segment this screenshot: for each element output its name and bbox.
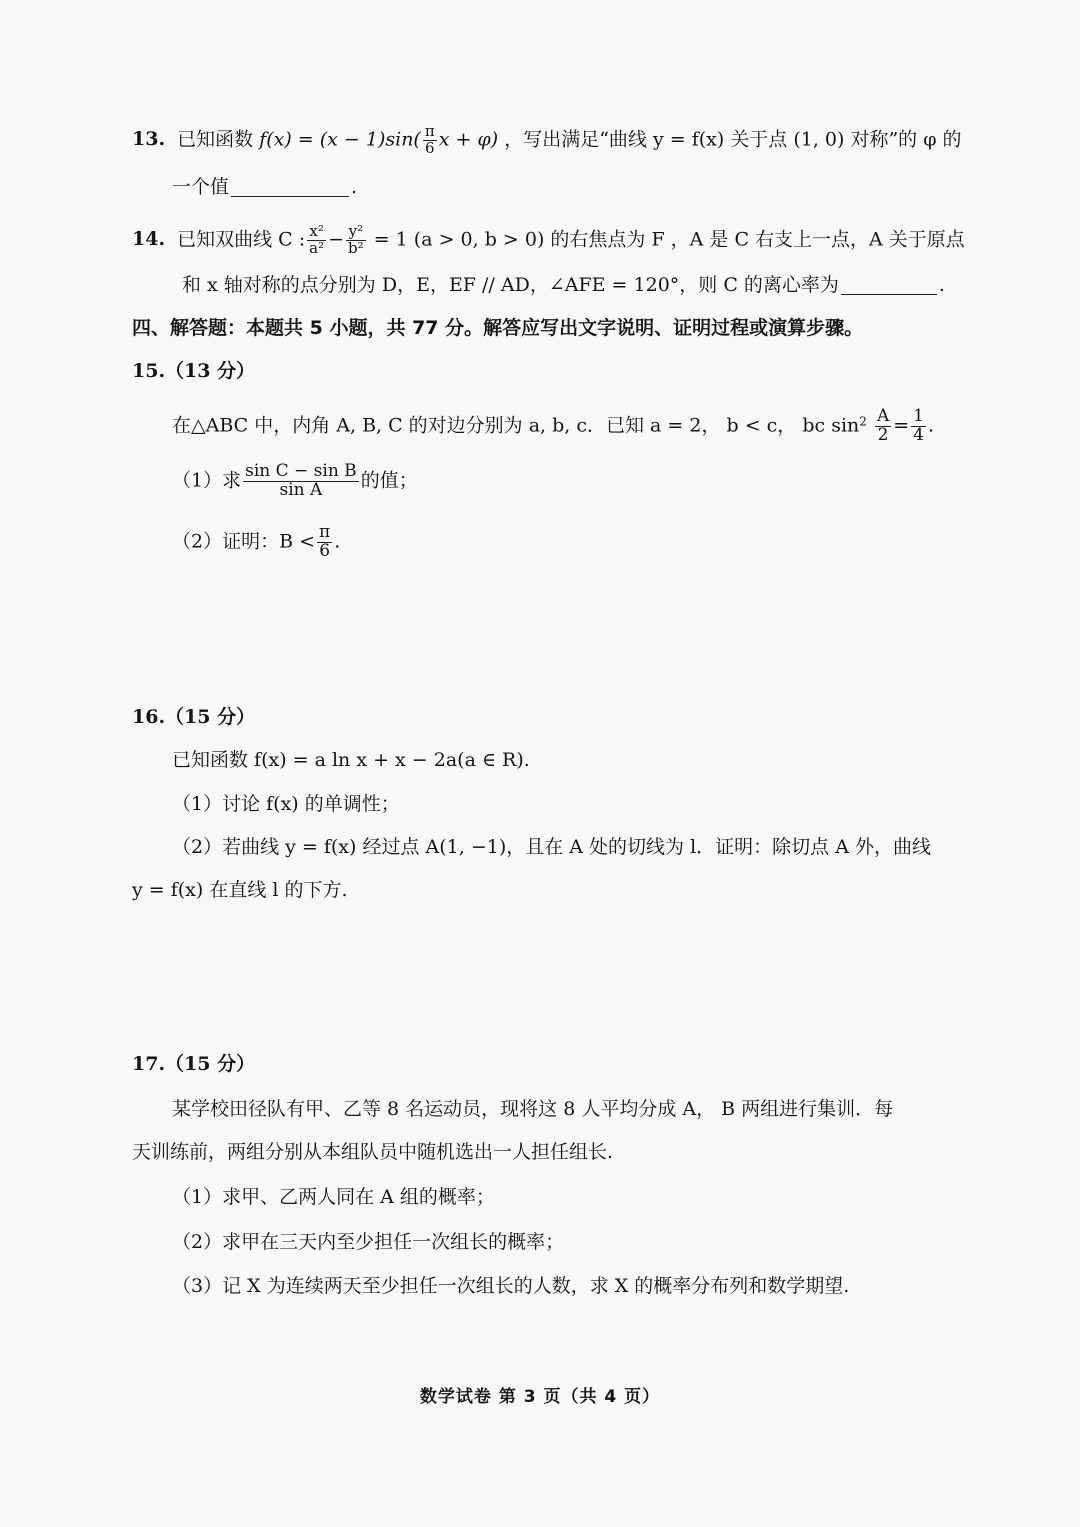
- q14-number: 14.: [132, 228, 166, 251]
- q15-header: 15.（13 分）: [132, 360, 256, 382]
- q14-y2-over-b2: $\frac{\text{y²}}{\text{b²}}$: [348, 222, 364, 257]
- q13-answer-blank: [231, 178, 349, 197]
- q13-text-b: ，写出满足“曲线 y = f(x) 关于点 (1, 0) 对称”的 φ 的: [504, 128, 962, 151]
- q14-answer-blank: [841, 276, 937, 295]
- q17-stem-line1: 某学校田径队有甲、乙等 8 名运动员，现将这 8 人平均分成 A， B 两组进行集训．每: [172, 1098, 894, 1120]
- q15-1-over-4: $\frac{1}{4}$: [913, 406, 924, 445]
- q13-line2-text: 一个值: [172, 176, 230, 198]
- q13-formula-b: x + φ): [438, 128, 499, 151]
- q13-formula-a: f(x) = (x − 1)sin(: [259, 128, 421, 151]
- q13-number: 13.: [132, 128, 166, 151]
- q14-x2-over-a2: $\frac{\text{x²}}{\text{a²}}$: [309, 222, 325, 257]
- q17-header: 17.（15 分）: [132, 1053, 256, 1075]
- q13-pi-over-6: $\frac{\pi}{6}$: [424, 122, 435, 157]
- q13-text-a: 已知函数: [177, 128, 254, 151]
- q13-line2: 一个值 .: [172, 176, 358, 198]
- q17-stem-line2: 天训练前，两组分别从本组队员中随机选出一人担任组长.: [132, 1141, 614, 1163]
- q14-text-b: = 1 (a > 0, b > 0) 的右焦点为 F ，A 是 C 右支上一点，A 关于原点: [373, 228, 965, 251]
- q14-line2-text: 和 x 轴对称的点分别为 D，E，EF // AD，∠AFE = 120°，则 C 的离心率为: [182, 274, 839, 296]
- q15-part1: （1）求 $\frac{\text{sin C − sin B}}{\text{sin A}}$ 的值；: [172, 461, 418, 500]
- q15-sine-ratio: $\frac{\text{sin C − sin B}}{\text{sin A}}$: [245, 461, 357, 500]
- q16-stem: 已知函数 f(x) = a ln x + x − 2a(a ∈ R).: [172, 749, 530, 771]
- q15-part2: （2）证明：B < $\frac{\pi}{6}$ .: [172, 522, 341, 561]
- page-footer: 数学试卷 第 3 页（共 4 页）: [419, 1387, 661, 1407]
- q16-part2-cont: y = f(x) 在直线 l 的下方.: [132, 879, 348, 901]
- q16-part2: （2）若曲线 y = f(x) 经过点 A(1, −1)，且在 A 处的切线为 l．证明：除切点 A 外，曲线: [172, 836, 931, 858]
- q14-line2: 和 x 轴对称的点分别为 D，E，EF // AD，∠AFE = 120°，则 C 的离心率为 .: [182, 274, 945, 296]
- q16-part1: （1）讨论 f(x) 的单调性；: [172, 793, 400, 815]
- q15-A-over-2: $\frac{A}{2}$: [876, 406, 890, 445]
- q15-stem: 在△ABC 中，内角 A, B, C 的对边分别为 a, b, c．已知 a = 2， b < c， bc $\sin^2$ $\frac{A}{2}$ = $\frac{1}{4}$ .: [172, 406, 935, 445]
- q14-text-a: 已知双曲线 C :: [177, 228, 306, 251]
- q17-part1: （1）求甲、乙两人同在 A 组的概率；: [172, 1186, 495, 1208]
- section-4-heading: 四、解答题：本题共 5 小题，共 77 分。解答应写出文字说明、证明过程或演算步骤。: [132, 317, 864, 339]
- q13-line1: [132, 124, 962, 157]
- q14-line1: 14. 已知双曲线 C : $\frac{\text{x²}}{\text{a²}}$ − $\frac{\text{y²}}{\text{b²}}$ = 1 (a > 0, b > 0) 的右焦点为 F ，A 是 C 右支上一点，A 关于原点: [132, 222, 965, 257]
- q15-pi-over-6: $\frac{\pi}{6}$: [319, 522, 331, 561]
- q16-header: 16.（15 分）: [132, 706, 256, 728]
- q17-part3: （3）记 X 为连续两天至少担任一次组长的人数，求 X 的概率分布列和数学期望.: [172, 1275, 850, 1297]
- q17-part2: （2）求甲在三天内至少担任一次组长的概率；: [172, 1231, 565, 1253]
